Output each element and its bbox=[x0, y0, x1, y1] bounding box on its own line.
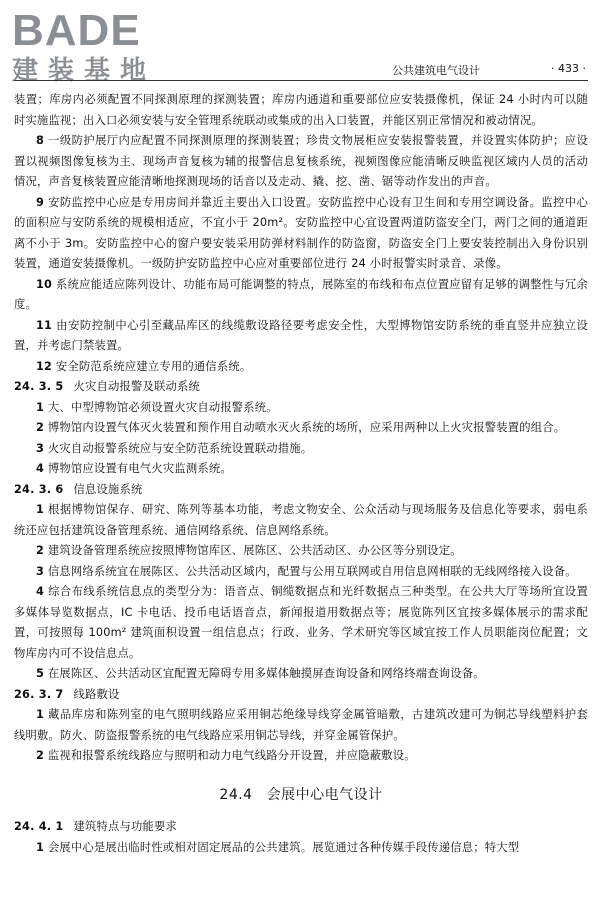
paragraph-text: 综合布线系统信息点的类型分为：语音点、铜缆数据点和光纤数据点三种类型。在公共大厅等场所宜设置多媒体导览数据点，IC 卡电话、投币电话语音点，新闻报道用数据点等；展览陈列区宜按多媒体展示的需求配置，可按照每 100m² 建筑面积设置一组信息点；行政、业务、学术研究等区域宜按工作人员职能岗位配置；文物库房内可不设信息点。 bbox=[14, 585, 588, 660]
paragraph bbox=[14, 398, 588, 419]
section-title: 建筑特点与功能要求 bbox=[73, 820, 177, 833]
paragraph bbox=[14, 705, 588, 746]
paragraph-number: 11 bbox=[36, 318, 53, 332]
paragraph-text: 安全防范系统应建立专用的通信系统。 bbox=[55, 359, 252, 373]
paragraph-text: 根据博物馆保存、研究、陈列等基本功能，考虑文物安全、公众活动与现场服务及信息化等要求，弱电系统还应包括建筑设备管理系统、通信网络系统、信息网络系统。 bbox=[14, 503, 588, 537]
paragraph bbox=[14, 439, 588, 460]
section-number: 24. 3. 5 bbox=[14, 380, 64, 393]
section-title: 线路敷设 bbox=[73, 687, 120, 701]
paragraph-text: 安防监控中心应是专用房间并靠近主要出入口设置。安防监控中心设有卫生间和专用空调设备。监控中心的面积应与安防系统的规模相适应，不宜小于 20m²。安防监控中心宜设置两道防盗安全门，两门之间的通道距离不小于 3m。安防监控中心的窗户要安装采用防弹材料制作的防盗窗，防盗安全门上要安装控制出入身份识别装置，通道安装摄像机。一级防护安防监控中心应对重要部位进行 24 小时报警实时录音、录像。 bbox=[14, 195, 588, 270]
paragraph-number: 10 bbox=[36, 277, 53, 291]
section-title: 火灾自动报警及联动系统 bbox=[73, 380, 200, 393]
header-divider bbox=[14, 80, 588, 81]
paragraph-text: 博物馆应设置有电气火灾监测系统。 bbox=[47, 462, 232, 475]
paragraph-number: 4 bbox=[36, 585, 45, 598]
paragraph-number: 9 bbox=[36, 195, 45, 209]
paragraph-text: 会展中心是展出临时性或相对固定展品的公共建筑。展览通过各种传媒手段传递信息；特大型 bbox=[47, 840, 520, 854]
chapter-heading bbox=[14, 785, 588, 806]
paragraph bbox=[14, 90, 588, 131]
section-heading bbox=[14, 817, 588, 838]
section-number: 24. 4. 1 bbox=[14, 820, 64, 833]
section-title: 信息设施系统 bbox=[73, 482, 143, 496]
section-number: 26. 3. 7 bbox=[14, 687, 64, 701]
logo-subtitle: 建装基地 bbox=[12, 56, 157, 86]
paragraph-number: 1 bbox=[36, 708, 45, 721]
section-heading bbox=[14, 480, 588, 501]
brand-logo bbox=[12, 8, 156, 86]
paragraph-number: 1 bbox=[36, 840, 45, 854]
page-number: · 433 · bbox=[551, 62, 586, 75]
paragraph-text: 大、中型博物馆必须设置火灾自动报警系统。 bbox=[47, 400, 278, 414]
paragraph bbox=[14, 316, 588, 357]
paragraph bbox=[14, 500, 588, 541]
paragraph-text: 系统应能适应陈列设计、功能布局可能调整的特点，展陈室的布线和布点位置应留有足够的调整性与冗余度。 bbox=[14, 277, 588, 311]
paragraph-text: 装置；库房内必须配置不同探测原理的探测装置；库房内通道和重要部位应安装摄像机，保证 24 小时内可以随时实施监视；出入口必须安装与安全管理系统联动或集成的出入口装置，并能区别正常情况和被动情况。 bbox=[14, 93, 588, 127]
paragraph-text: 建筑设备管理系统应按照博物馆库区、展陈区、公共活动区、办公区等分别设定。 bbox=[47, 544, 462, 557]
paragraph bbox=[14, 131, 588, 193]
section-heading bbox=[14, 377, 588, 398]
paragraph-number: 1 bbox=[36, 503, 45, 516]
running-header bbox=[392, 62, 586, 78]
paragraph bbox=[14, 357, 588, 378]
paragraph-text: 信息网络系统宜在展陈区、公共活动区域内，配置与公用互联网或自用信息网相联的无线网络接入设备。 bbox=[47, 564, 577, 578]
chapter-number: 24.4 bbox=[219, 786, 253, 803]
paragraph-number: 4 bbox=[36, 462, 45, 475]
paragraph bbox=[14, 459, 588, 480]
paragraph-number: 12 bbox=[36, 359, 53, 373]
paragraph-text: 藏品库房和陈列室的电气照明线路应采用铜芯绝缘导线穿金属管暗敷，古建筑改建可为铜芯导线塑料护套线明敷。防火、防盗报警系统的电气线路应采用铜芯导线，并穿金属管保护。 bbox=[14, 708, 588, 742]
paragraph bbox=[14, 582, 588, 664]
paragraph bbox=[14, 562, 588, 583]
page-body bbox=[14, 90, 588, 858]
paragraph-text: 监视和报警系统线路应与照明和动力电气线路分开设置，并应隐蔽敷设。 bbox=[47, 749, 416, 762]
paragraph bbox=[14, 193, 588, 275]
paragraph bbox=[14, 838, 588, 859]
paragraph-number: 8 bbox=[36, 134, 45, 147]
logo-wordmark: BADE bbox=[12, 6, 141, 55]
paragraph-number: 2 bbox=[36, 421, 45, 434]
paragraph-number: 3 bbox=[36, 441, 45, 455]
paragraph-text: 由安防控制中心引至藏品库区的线缆敷设路径要考虑安全性，大型博物馆安防系统的垂直竖井应独立设置，并考虑门禁装置。 bbox=[14, 318, 588, 352]
paragraph-text: 火灾自动报警系统应与安全防范系统设置联动措施。 bbox=[47, 441, 313, 455]
paragraph bbox=[14, 746, 588, 767]
paragraph bbox=[14, 541, 588, 562]
paragraph bbox=[14, 275, 588, 316]
section-heading bbox=[14, 685, 588, 706]
chapter-title: 会展中心电气设计 bbox=[266, 786, 383, 803]
paragraph-number: 5 bbox=[36, 667, 45, 680]
paragraph-text: 博物馆内设置气体灭火装置和预作用自动喷水灭火系统的场所，应采用两种以上火灾报警装置的组合。 bbox=[47, 421, 566, 434]
header-title: 公共建筑电气设计 bbox=[392, 64, 480, 77]
paragraph-text: 在展陈区、公共活动区宜配置无障碍专用多媒体触摸屏查询设备和网络终端查询设备。 bbox=[47, 667, 485, 680]
section-number: 24. 3. 6 bbox=[14, 482, 64, 496]
paragraph bbox=[14, 418, 588, 439]
paragraph-number: 1 bbox=[36, 400, 45, 414]
paragraph-number: 2 bbox=[36, 544, 45, 557]
paragraph-number: 3 bbox=[36, 564, 45, 578]
paragraph-text: 一级防护展厅内应配置不同探测原理的探测装置；珍贵文物展柜应安装报警装置，并设置实体防护；应设置以视频图像复核为主、现场声音复核为辅的报警信息复核系统，视频图像应能清晰反映监视区域内人员的活动情况，声音复核装置应能清晰地探测现场的话音以及走动、撬、挖、凿、锯等动作发出的声音。 bbox=[14, 134, 588, 188]
paragraph bbox=[14, 664, 588, 685]
paragraph-number: 2 bbox=[36, 749, 45, 762]
